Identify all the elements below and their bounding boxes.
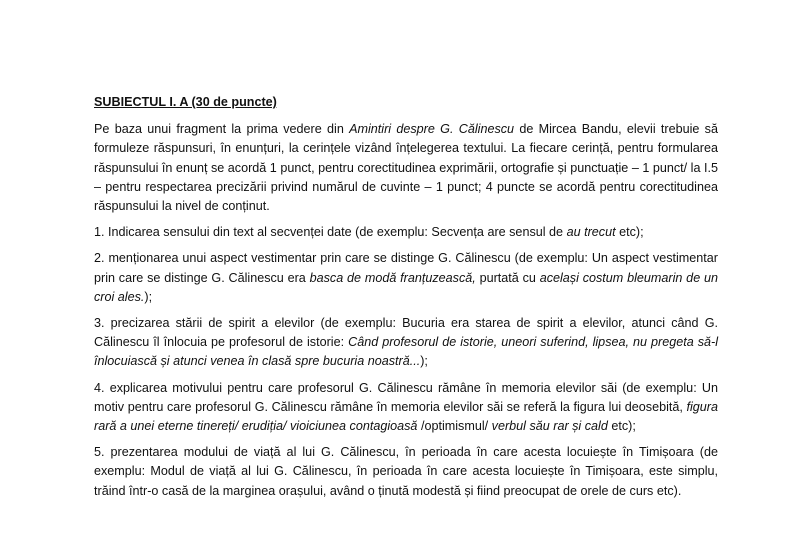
item-2-italic-1: basca de modă franțuzească,: [309, 270, 476, 285]
intro-paragraph: [94, 120, 718, 216]
item-5-text-1: 5. prezentarea modului de viață al lui G. Călinescu, în perioada în care acesta locuiește în Timișoara (de exemplu: Modul de viață al lui G. Călinescu, în perioada în care acesta locuiește în Timișoara, este simplu, trăind într-o casă de la marginea orașului, având o ținută modestă și fiind preocupat de orele de curs etc).: [94, 445, 718, 498]
item-3-text-2: );: [420, 354, 428, 369]
item-1-text-1: 1. Indicarea sensului din text al secvenței date (de exemplu: Secvența are sensul de: [94, 225, 567, 240]
item-1-paragraph: [94, 223, 718, 242]
document-body: [94, 93, 718, 508]
item-4-italic-1: figura rară a unei eterne tinereți/ erudiția/ vioiciunea contagioasă: [94, 399, 718, 434]
item-4-text-2: /optimismul/: [417, 419, 492, 434]
item-2-paragraph: [94, 249, 718, 307]
intro-book-title: Amintiri despre G. Călinescu: [349, 122, 515, 137]
intro-text-2: de Mircea Bandu, elevii trebuie să formuleze răspunsuri, în enunțuri, la cerințele vizând înțelegerea textului. La fiecare cerință, pentru formularea răspunsului în enunț se acordă 1 punct, pentru corectitudinea exprimării, ortografie și punctuație – 1 punct/ la I.5 – pentru respectarea precizării privind numărul de cuvinte – 1 punct; 4 puncte se acordă pentru corectitudinea răspunsului la nivel de conținut.: [94, 122, 718, 214]
section-heading: SUBIECTUL I. A (30 de puncte): [94, 95, 277, 109]
item-4-paragraph: [94, 379, 718, 437]
item-3-italic-1: Când profesorul de istorie, uneori suferind, lipsea, nu pregeta să-l înlocuiască și atunci venea în clasă spre bucuria noastră...: [94, 335, 718, 369]
item-2-text-2: purtată cu: [475, 270, 540, 285]
item-2-text-3: );: [144, 289, 153, 304]
intro-text-1: Pe baza unui fragment la prima vedere din: [94, 122, 350, 137]
item-3-text-1: 3. precizarea stării de spirit a elevilor (de exemplu: Bucuria era starea de spirit a elevilor, atunci când G. Călinescu îl înlocuia pe profesorul de istorie:: [94, 316, 718, 350]
item-4-text-3: etc);: [607, 419, 636, 434]
item-4-italic-2: verbul său rar și cald: [491, 419, 608, 434]
item-2-italic-2: același costum bleumarin de un croi ales.: [94, 270, 719, 304]
item-4-text-1: 4. explicarea motivului pentru care profesorul G. Călinescu rămâne în memoria elevilor săi (de exemplu: Un motiv pentru care profesorul G. Călinescu rămâne în memoria elevilor săi se referă la figura lui deosebită,: [94, 380, 718, 414]
item-1-italic-1: au trecut: [566, 225, 616, 240]
item-3-paragraph: [94, 314, 718, 372]
item-2-text-1: 2. menționarea unui aspect vestimentar prin care se distinge G. Călinescu (de exemplu: Un aspect vestimentar prin care se distinge G. Călinescu era: [94, 251, 718, 285]
item-5-paragraph: [94, 443, 718, 501]
item-1-text-2: etc);: [615, 225, 644, 240]
